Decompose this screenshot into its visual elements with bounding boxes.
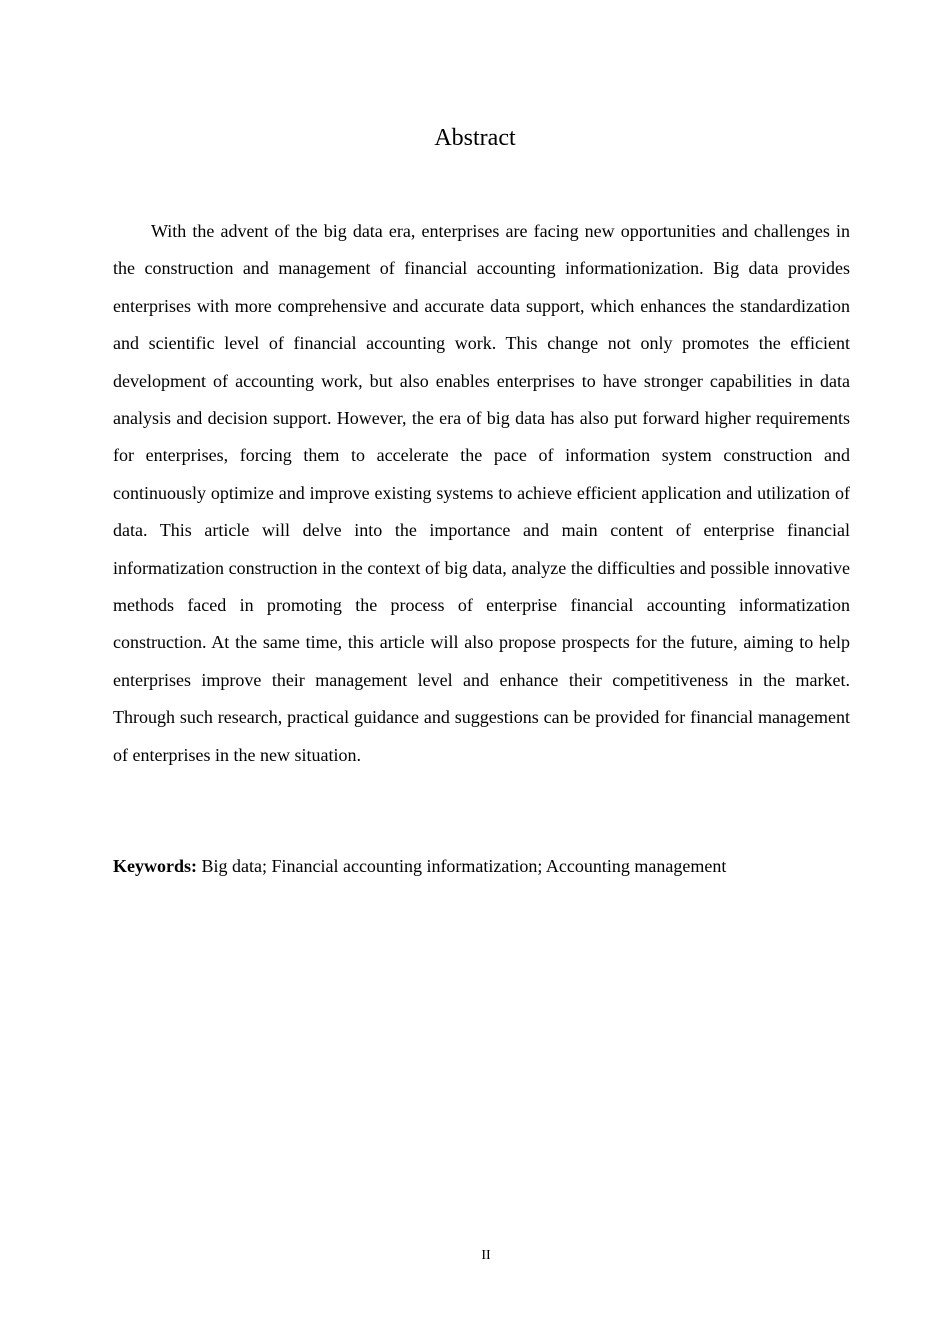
keywords-text: Big data; Financial accounting informatization; Accounting management (197, 856, 727, 876)
abstract-body: With the advent of the big data era, enterprises are facing new opportunities and challenges in the construction and management of financial accounting informationization. Big data provides enterprises with more comprehensive and accurate data support, which enhances the standardization and scientific level of financial accounting work. This change not only promotes the efficient development of accounting work, but also enables enterprises to have stronger capabilities in data analysis and decision support. However, the era of big data has also put forward higher requirements for enterprises, forcing them to accelerate the pace of information system construction and continuously optimize and improve existing systems to achieve efficient application and utilization of data. This article will delve into the importance and main content of enterprise financial informatization construction in the context of big data, analyze the difficulties and possible innovative methods faced in promoting the process of enterprise financial accounting informatization construction. At the same time, this article will also propose prospects for the future, aiming to help enterprises improve their management level and enhance their competitiveness in the market. Through such research, practical guidance and suggestions can be provided for financial management of enterprises in the new situation. (113, 221, 850, 765)
abstract-title: Abstract (434, 125, 516, 151)
keywords-line (113, 851, 850, 881)
keywords-label: Keywords: (113, 856, 197, 876)
page-number: II (481, 1248, 491, 1263)
